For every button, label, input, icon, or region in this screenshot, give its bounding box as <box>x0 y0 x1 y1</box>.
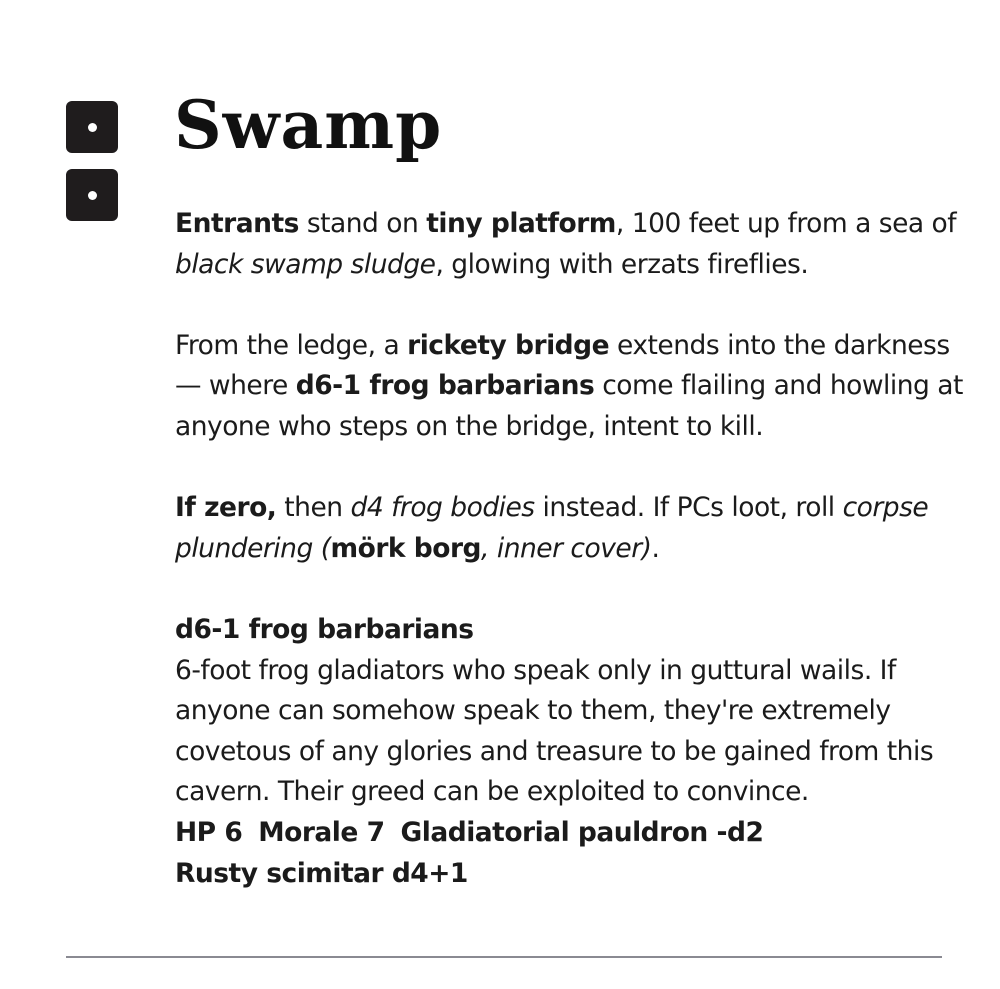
corpse-plundering-term: corpse plundering ( <box>175 492 929 564</box>
die-pip <box>88 191 97 200</box>
bridge-paragraph <box>175 326 975 448</box>
tiny-platform-term: tiny platform <box>426 208 616 239</box>
inner-cover-term: , inner cover) <box>481 532 652 564</box>
monster-description: 6-foot frog gladiators who speak only in guttural wails. If anyone can somehow speak to them, they're extremely covetous of any glories and treasure to be gained from this cavern. Their greed can be exploited to convince. <box>175 654 934 808</box>
text-run: . <box>651 532 660 564</box>
text-run: stand on <box>298 208 427 239</box>
monster-stats <box>175 813 975 854</box>
text-run: , glowing with erzats fireflies. <box>435 248 809 280</box>
intro-paragraph <box>175 204 975 285</box>
stat-morale: Morale 7 <box>258 816 385 848</box>
paragraph-gap <box>175 569 975 610</box>
die-one-icon <box>66 169 118 221</box>
text-run: then <box>276 492 351 524</box>
text-run: From the ledge, a <box>175 329 408 361</box>
die-icons <box>66 101 118 237</box>
black-swamp-sludge-term: black swamp sludge <box>175 248 436 280</box>
paragraph-gap <box>175 285 975 326</box>
entrants-term: Entrants <box>175 208 299 239</box>
monster-weapon <box>175 854 975 895</box>
monster-name: d6-1 frog barbarians <box>175 613 474 645</box>
die-one-icon <box>66 101 118 153</box>
stat-hp: HP 6 <box>175 816 243 848</box>
stat-armor: Gladiatorial pauldron -d2 <box>400 816 764 848</box>
rickety-bridge-term: rickety bridge <box>407 329 610 361</box>
divider-rule <box>66 956 942 958</box>
page-title: Swamp <box>174 86 443 164</box>
frog-barbarians-term: d6-1 frog barbarians <box>295 370 595 402</box>
monster-heading <box>175 610 975 651</box>
text-run: come flailing and howling at anyone who steps on the bridge, intent to kill. <box>175 370 963 442</box>
text-run: extends into the darkness — where <box>175 329 950 402</box>
room-description <box>175 204 975 894</box>
weapon-label: Rusty scimitar d4+1 <box>175 857 468 889</box>
zero-paragraph <box>175 488 975 569</box>
text-run: , 100 feet up from a sea of <box>615 208 957 239</box>
paragraph-gap <box>175 448 975 489</box>
frog-bodies-term: d4 frog bodies <box>350 492 535 524</box>
die-pip <box>88 123 97 132</box>
text-run: instead. If PCs loot, roll <box>534 492 843 524</box>
mork-borg-term: mörk borg <box>330 532 481 564</box>
if-zero-term: If zero, <box>175 492 277 524</box>
